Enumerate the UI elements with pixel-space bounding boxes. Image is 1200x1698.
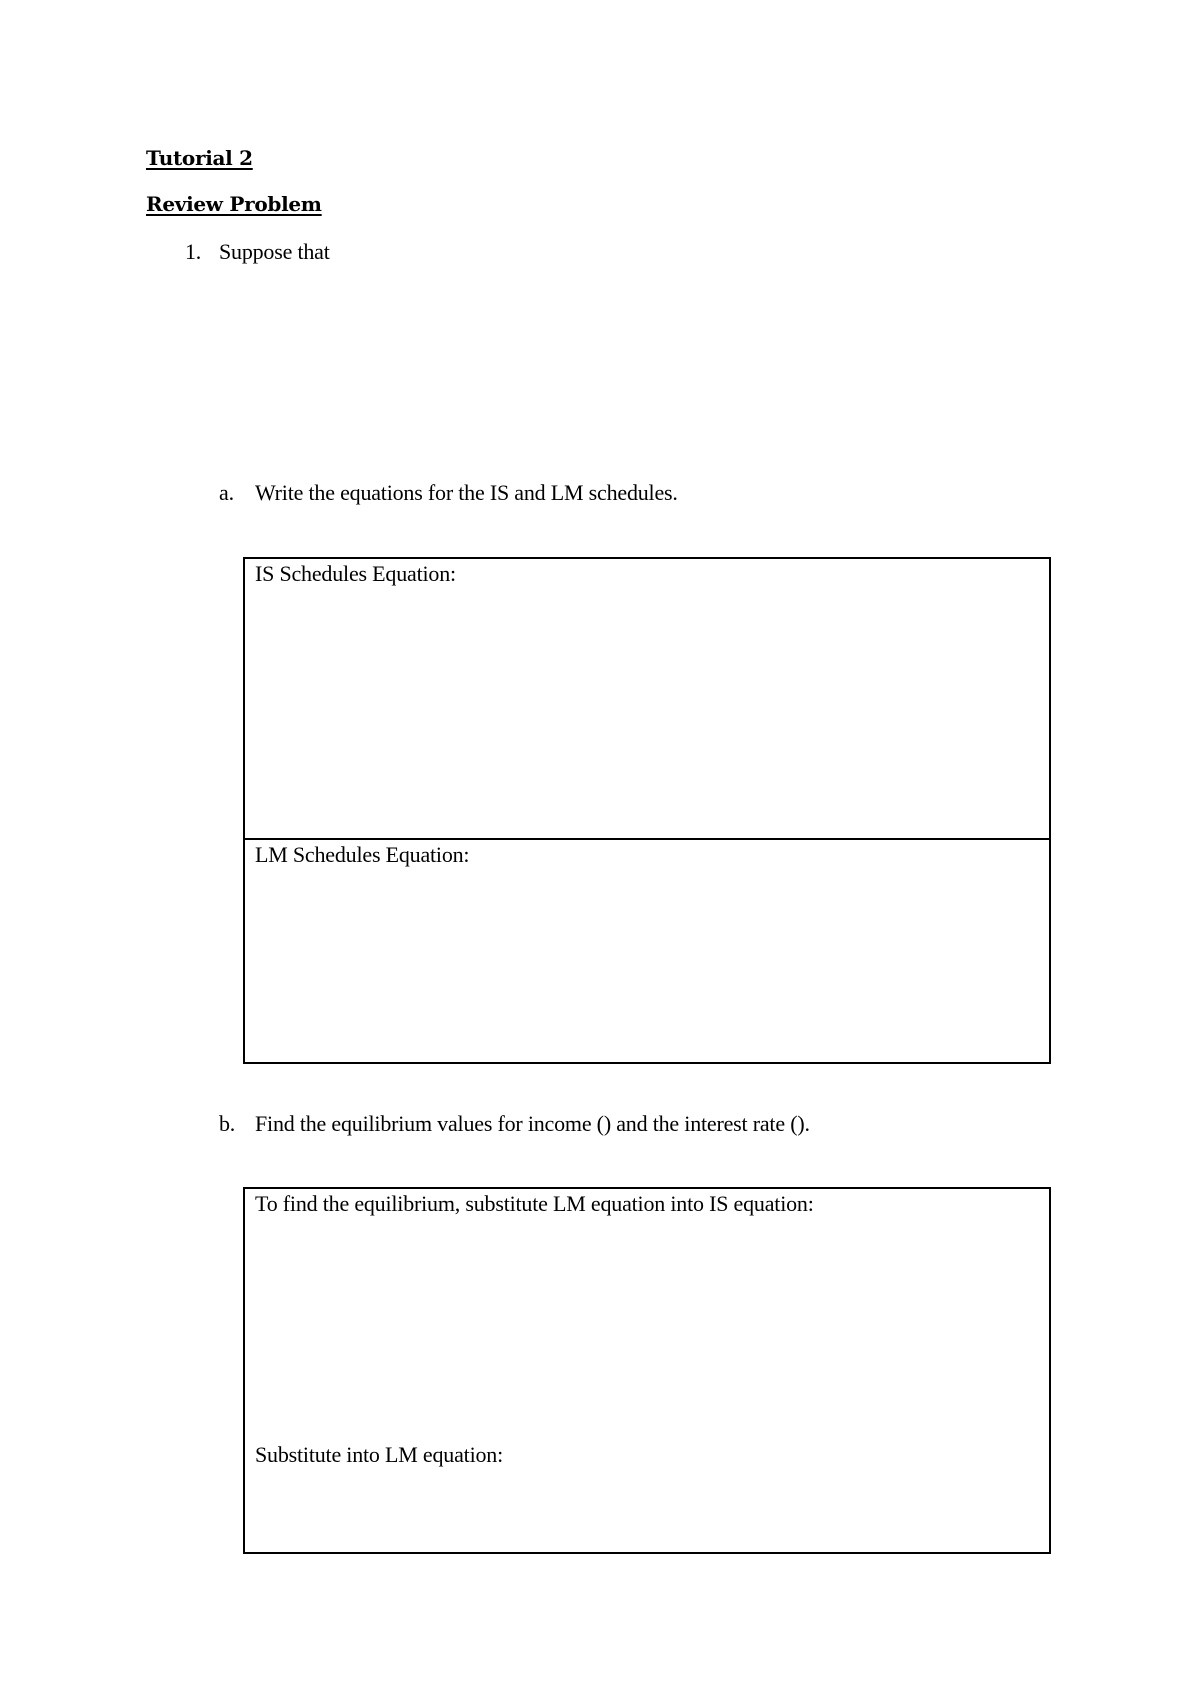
document-title: Tutorial 2 <box>146 146 253 170</box>
is-equation-box[interactable] <box>243 557 1051 841</box>
part-a-prompt: Write the equations for the IS and LM schedules. <box>255 480 678 505</box>
part-b-prompt: Find the equilibrium values for income () and the interest rate (). <box>255 1111 810 1136</box>
lm-equation-box[interactable] <box>243 838 1051 1064</box>
section-heading: Review Problem <box>146 192 322 216</box>
substitute-into-lm-label: Substitute into LM equation: <box>255 1442 504 1467</box>
question-number: 1. <box>185 239 202 264</box>
part-b-marker: b. <box>219 1111 236 1136</box>
part-a-marker: a. <box>219 480 234 505</box>
substitute-lm-into-is-label: To find the equilibrium, substitute LM equation into IS equation: <box>255 1191 814 1216</box>
equilibrium-work-box[interactable] <box>243 1187 1051 1554</box>
is-equation-label: IS Schedules Equation: <box>255 561 456 586</box>
lm-equation-label: LM Schedules Equation: <box>255 842 470 867</box>
question-stem: Suppose that <box>219 239 330 264</box>
